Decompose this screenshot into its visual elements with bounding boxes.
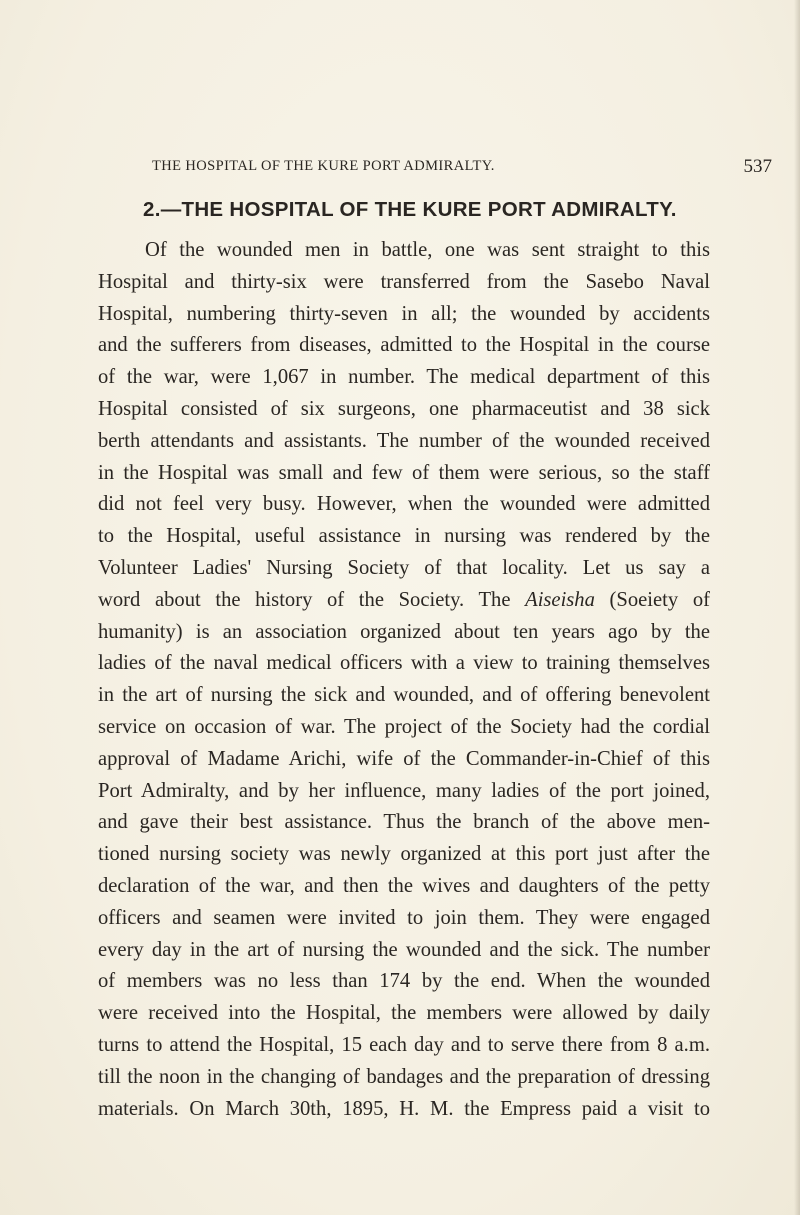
- text-line: in the art of nursing the sick and wounded, and of offering benevolent: [98, 684, 710, 707]
- text-line: every day in the art of nursing the wounded and the sick. The number: [98, 938, 710, 961]
- section-title: 2.—THE HOSPITAL OF THE KURE PORT ADMIRALTY.: [143, 198, 677, 221]
- text-line: berth attendants and assistants. The number of the wounded received: [98, 429, 710, 452]
- text-line: Volunteer Ladies' Nursing Society of that locality. Let us say a: [98, 556, 710, 579]
- text-line: Hospital consisted of six surgeons, one pharmaceutist and 38 sick: [98, 397, 710, 420]
- text-line: were received into the Hospital, the members were allowed by daily: [98, 1002, 710, 1025]
- text-line: tioned nursing society was newly organized at this port just after the: [98, 843, 710, 866]
- text-line: word about the history of the Society. The Aiseisha (Soeiety of: [98, 588, 710, 611]
- text-line: Hospital and thirty-six were transferred from the Sasebo Naval: [98, 270, 710, 293]
- text-line: till the noon in the changing of bandages and the preparation of dressing: [98, 1065, 710, 1088]
- text-line: in the Hospital was small and few of them were serious, so the staff: [98, 461, 710, 484]
- text-line: to the Hospital, useful assistance in nursing was rendered by the: [98, 525, 710, 548]
- text-line: turns to attend the Hospital, 15 each day and to serve there from 8 a.m.: [98, 1033, 710, 1056]
- running-title: THE HOSPITAL OF THE KURE PORT ADMIRALTY.: [152, 158, 495, 174]
- text-line: officers and seamen were invited to join them. They were engaged: [98, 906, 710, 929]
- text-line: Port Admiralty, and by her influence, many ladies of the port joined,: [98, 779, 710, 802]
- text-line: humanity) is an association organized about ten years ago by the: [98, 620, 710, 643]
- text-line: Of the wounded men in battle, one was sent straight to this: [145, 239, 710, 261]
- page-number: 537: [743, 156, 772, 177]
- text-line: materials. On March 30th, 1895, H. M. the Empress paid a visit to: [98, 1097, 710, 1120]
- text-line: of the war, were 1,067 in number. The medical department of this: [98, 366, 710, 389]
- text-line: declaration of the war, and then the wives and daughters of the petty: [98, 874, 710, 897]
- text-line: service on occasion of war. The project of the Society had the cordial: [98, 715, 710, 738]
- text-line: Hospital, numbering thirty-seven in all; the wounded by accidents: [98, 302, 710, 325]
- text-line: ladies of the naval medical officers with a view to training themselves: [98, 652, 710, 675]
- text-line: approval of Madame Arichi, wife of the Commander-in-Chief of this: [98, 747, 710, 770]
- italic-term: Aiseisha: [525, 588, 595, 611]
- text-line: and gave their best assistance. Thus the branch of the above men-: [98, 811, 710, 834]
- running-header: [152, 158, 772, 182]
- page-edge-shadow: [794, 0, 800, 1215]
- text-line: of members was no less than 174 by the end. When the wounded: [98, 970, 710, 993]
- text-line: and the sufferers from diseases, admitted to the Hospital in the course: [98, 334, 710, 357]
- text-line: did not feel very busy. However, when the wounded were admitted: [98, 493, 710, 516]
- body-paragraph: [98, 235, 710, 1125]
